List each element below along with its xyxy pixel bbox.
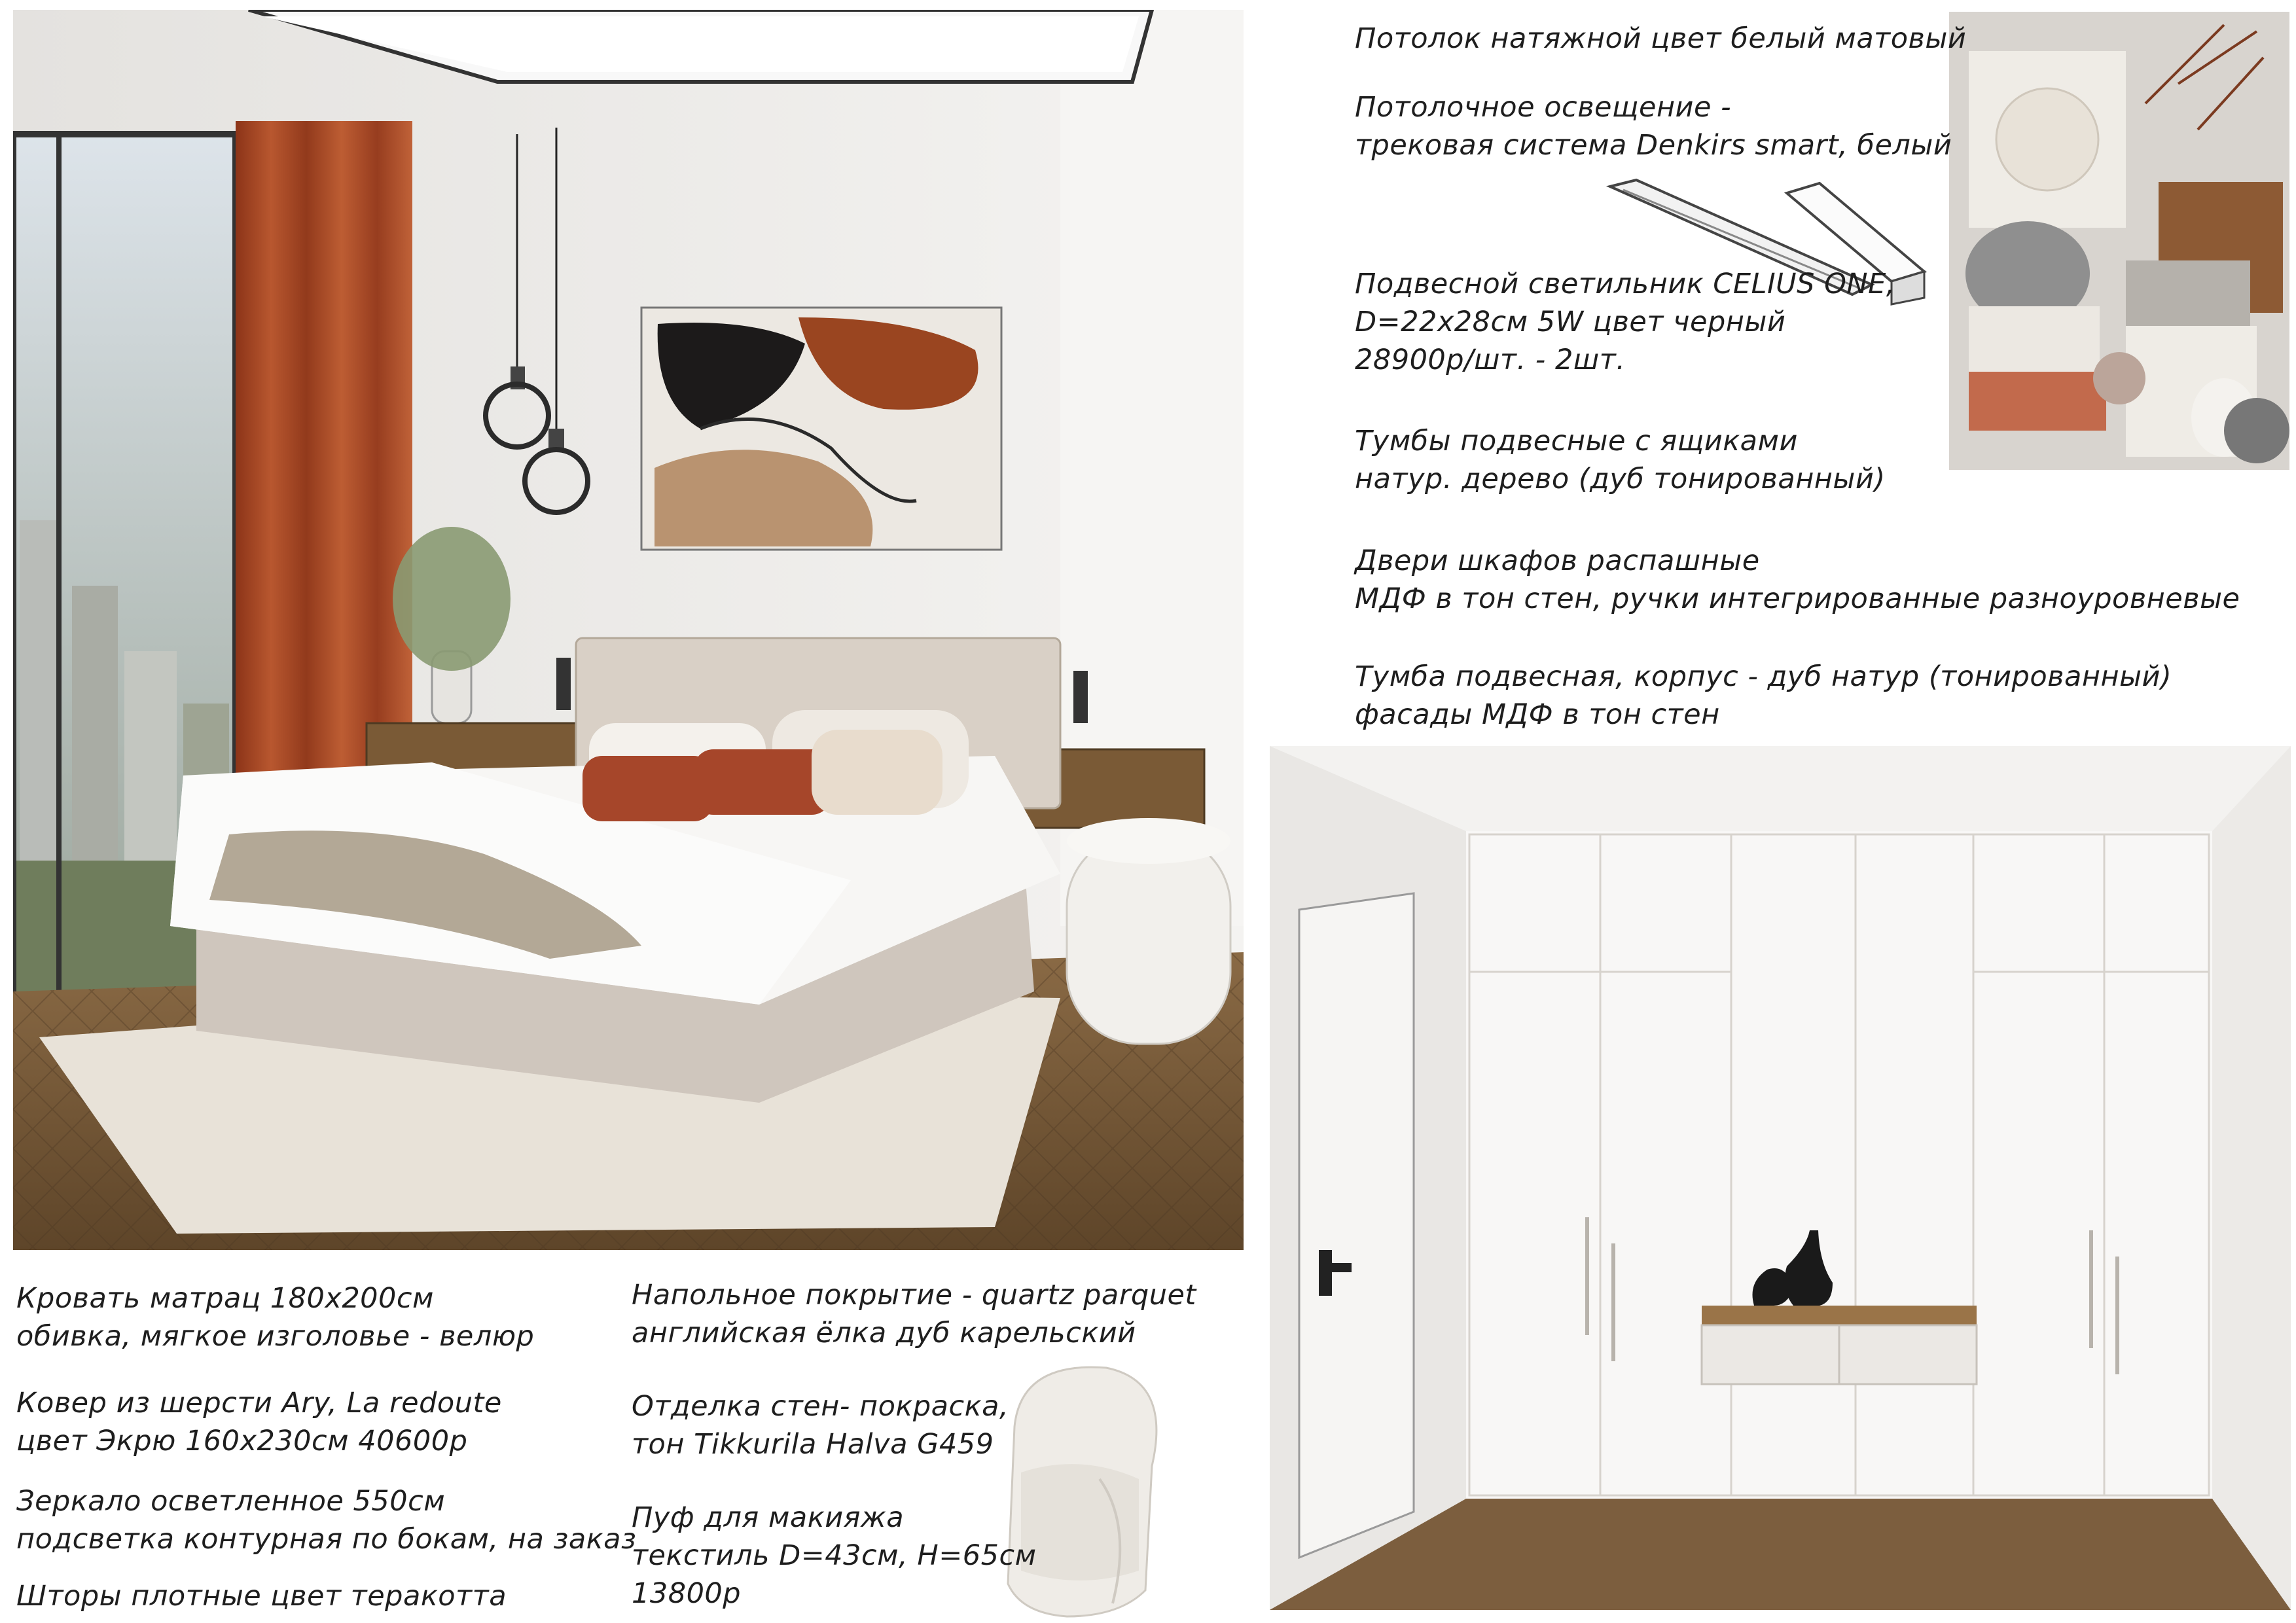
wall-artwork [641, 308, 1001, 550]
note-walls [632, 1387, 1009, 1463]
note-line: Кровать матрац 180х200см [16, 1282, 434, 1315]
note-line: МДФ в тон стен, ручки интегрированные разноуровневые [1355, 582, 2240, 615]
entry-door [1299, 893, 1414, 1558]
wardrobe-render-svg [1270, 746, 2291, 1610]
note-line: Тумбы подвесные с ящиками [1355, 425, 1798, 457]
note-line: Ковер из шерсти Ary, La redoute [16, 1387, 502, 1419]
note-line: Двери шкафов распашные [1355, 544, 1760, 577]
note-line: Зеркало осветленное 550см [16, 1485, 446, 1518]
wardrobe-render [1270, 746, 2291, 1610]
note-wardrobe-doors [1355, 542, 2240, 618]
note-line: Потолок натяжной цвет белый матовый [1355, 22, 1967, 55]
note-pendant [1355, 265, 1895, 379]
note-line: натур. дерево (дуб тонированный) [1355, 463, 1886, 495]
note-pouf [632, 1499, 1037, 1613]
note-line: Тумба подвесная, корпус - дуб натур (тонированный) [1355, 660, 2172, 693]
note-line: тон Tikkurila Halva G459 [632, 1428, 994, 1461]
note-rug [16, 1384, 502, 1460]
note-line: текстиль D=43см, H=65см [632, 1539, 1037, 1572]
note-nightstands [1355, 422, 1886, 498]
note-ceiling [1355, 20, 1966, 58]
note-line: Напольное покрытие - quartz parquet [632, 1279, 1196, 1311]
note-floor [632, 1276, 1196, 1352]
note-line: Потолочное освещение - [1355, 91, 1732, 124]
note-line: Шторы плотные цвет теракотта [16, 1580, 507, 1613]
moodboard-svg [1949, 12, 2289, 470]
note-line: обивка, мягкое изголовье - велюр [16, 1320, 535, 1353]
note-line: Отделка стен- покраска, [632, 1390, 1009, 1423]
note-bed [16, 1279, 534, 1355]
note-line: подсветка контурная по бокам, на заказ [16, 1523, 637, 1556]
note-line: цвет Экрю 160х230см 40600р [16, 1425, 468, 1457]
bedroom-render [13, 10, 1244, 1250]
note-line: 28900р/шт. - 2шт. [1355, 344, 1626, 376]
floating-console [1702, 1306, 1977, 1384]
pouf [1067, 818, 1230, 1044]
note-line: трековая система Denkirs smart, белый [1355, 129, 1952, 162]
note-line: Пуф для макияжа [632, 1501, 905, 1534]
note-mirror [16, 1482, 636, 1558]
note-line: 13800р [632, 1577, 742, 1610]
material-moodboard [1949, 12, 2289, 470]
bedroom-render-svg [13, 10, 1244, 1250]
note-curtains [16, 1577, 507, 1615]
note-line: Подвесной светильник CELIUS ONE, [1355, 268, 1895, 300]
note-ceiling-light [1355, 88, 1952, 164]
note-line: фасады МДФ в тон стен [1355, 698, 1720, 731]
note-console [1355, 658, 2172, 734]
note-line: D=22х28см 5W цвет черный [1355, 306, 1786, 338]
note-line: английская ёлка дуб карельский [632, 1317, 1136, 1349]
